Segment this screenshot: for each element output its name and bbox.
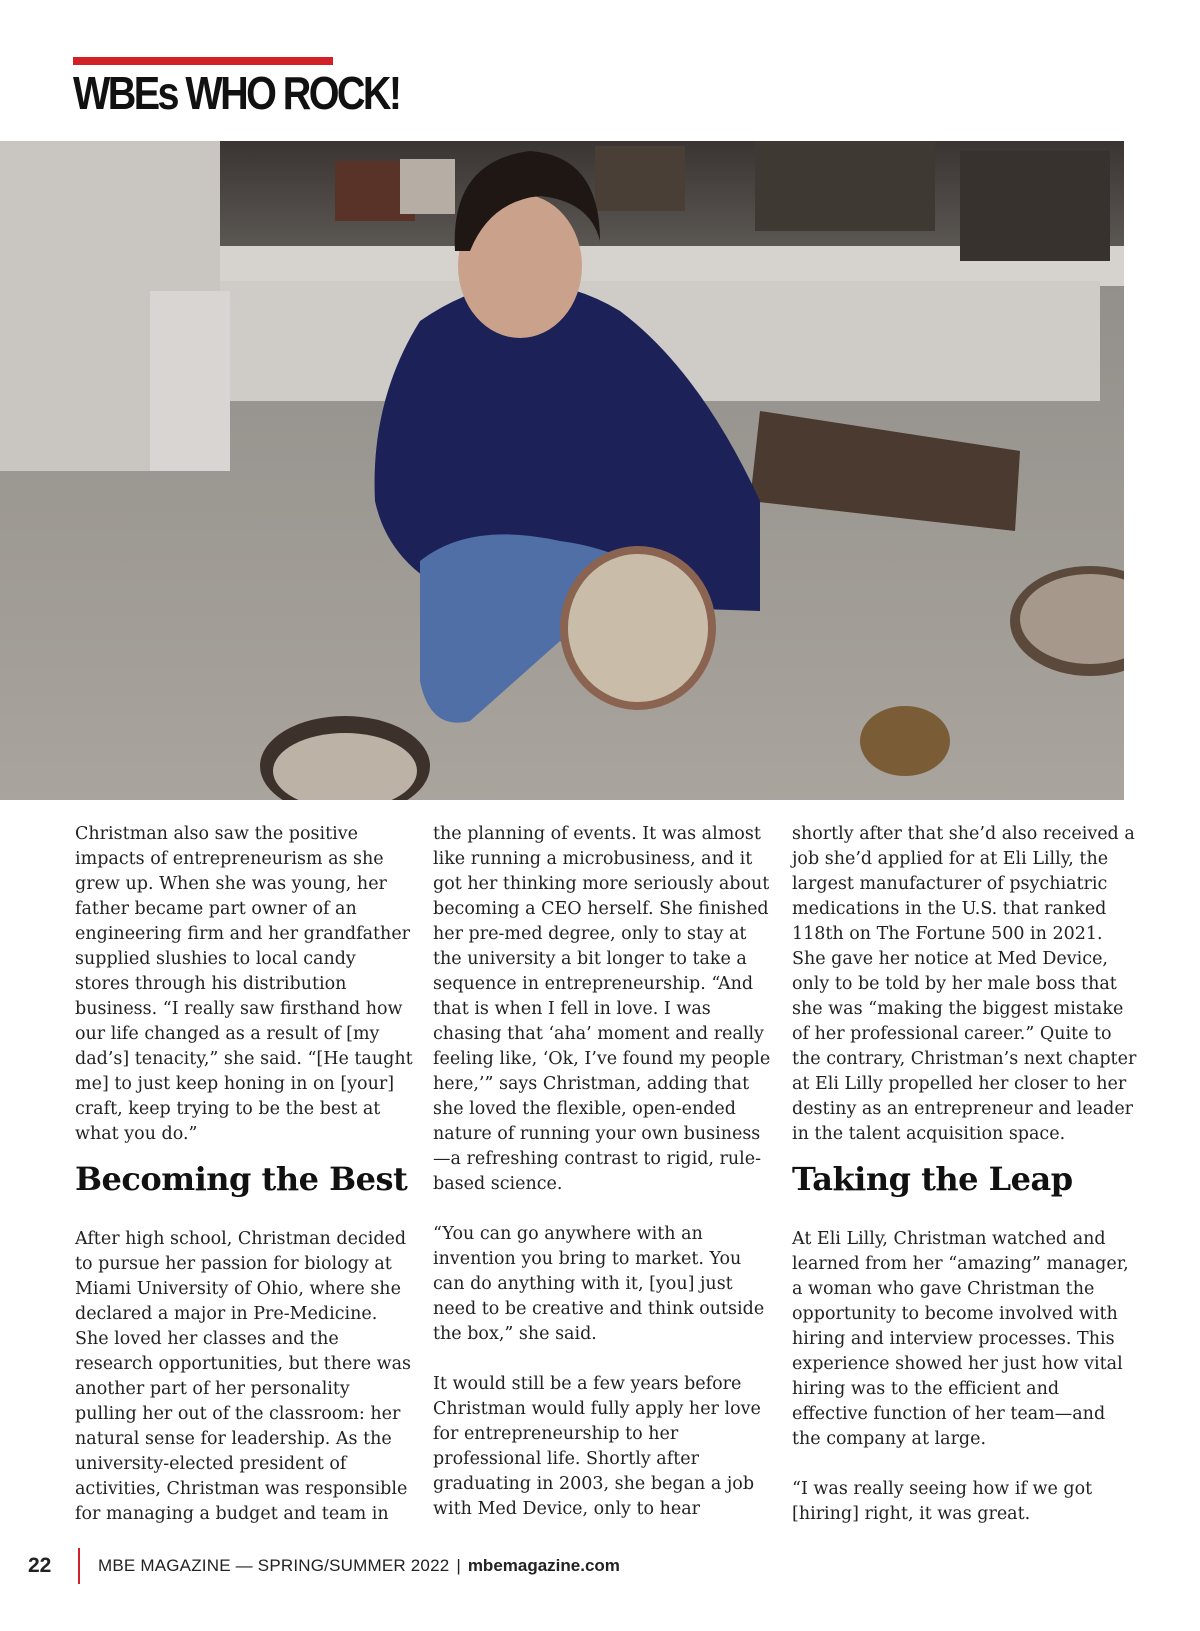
text-column-2 — [433, 822, 773, 1522]
subheading-taking-the-leap: Taking the Leap — [792, 1160, 1073, 1198]
section-header — [73, 57, 453, 117]
paragraph: shortly after that she’d also received a job she’d applied for at Eli Lilly, the largest manufacturer of psychiatric medications in the U.S. that ranked 118th on The Fortune 500 in 2021. She gave her notice at Med Device, only to be told by her male boss that she was “making the biggest mistake of her professional career.” Quite to the contrary, Christman’s next chapter at Eli Lilly propelled her closer to her destiny as an entrepreneur and leader in the talent acquisition space. — [792, 824, 1137, 1144]
section-title: WBEs WHO ROCK! — [73, 67, 400, 119]
paragraph: At Eli Lilly, Christman watched and learned from her “amazing” manager, a woman who gave Christman the opportunity to become involved with hiring and interview processes. This experience showed her just how vital hiring was to the efficient and effective function of her team—and the company at large. — [792, 1229, 1129, 1449]
paragraph: “I was really seeing how if we got [hiring] right, it was great. — [792, 1479, 1093, 1524]
paragraph: After high school, Christman decided to pursue her passion for biology at Miami University of Ohio, where she declared a major in Pre-Medicine. She loved her classes and the research opportunities, but there was another part of her personality pulling her out of the classroom: her natural sense for leadership. As the university-elected president of activities, Christman was responsible for managing a budget and team in — [75, 1229, 412, 1524]
text-column-1 — [75, 822, 415, 1527]
page-number: 22 — [28, 1554, 52, 1577]
text-column-3 — [792, 822, 1137, 1527]
childhood-photo — [0, 141, 1124, 800]
magazine-issue: MBE MAGAZINE — SPRING/SUMMER 2022 — [98, 1556, 450, 1575]
paragraph: It would still be a few years before Christman would fully apply her love for entrepreneurship to her professional life. Shortly after graduating in 2003, she began a job with Med Device, only to hear — [433, 1374, 761, 1519]
magazine-url-link[interactable]: mbemagazine.com — [467, 1556, 620, 1575]
paragraph: the planning of events. It was almost like running a microbusiness, and it got her thinking more seriously about becoming a CEO herself. She finished her pre-med degree, only to stay at the university a bit longer to take a sequence in entrepreneurship. “And that is when I fell in love. I was chasing that ‘aha’ moment and really feeling like, ‘Ok, I’ve found my people here,’” says Christman, adding that she loved the flexible, open-ended nature of running your own business—a refreshing contrast to rigid, rule-based science. — [433, 824, 771, 1194]
paragraph: “You can go anywhere with an invention you bring to market. You can do anything with it, [you] just need to be creative and think outside the box,” she said. — [433, 1224, 765, 1344]
page-footer — [28, 1548, 620, 1584]
footer-separator: | — [456, 1556, 461, 1575]
subheading-becoming-the-best: Becoming the Best — [75, 1160, 408, 1198]
footer-divider — [78, 1548, 80, 1584]
paragraph: Christman also saw the positive impacts of entrepreneurism as she grew up. When she was young, her father became part owner of an engineering firm and her grandfather supplied slushies to local candy stores through his distribution business. “I really saw firsthand how our life changed as a result of [my dad’s] tenacity,” she said. “[He taught me] to just keep honing in on [your] craft, keep trying to be the best at what you do.” — [75, 824, 413, 1144]
header-accent-bar — [73, 57, 333, 65]
